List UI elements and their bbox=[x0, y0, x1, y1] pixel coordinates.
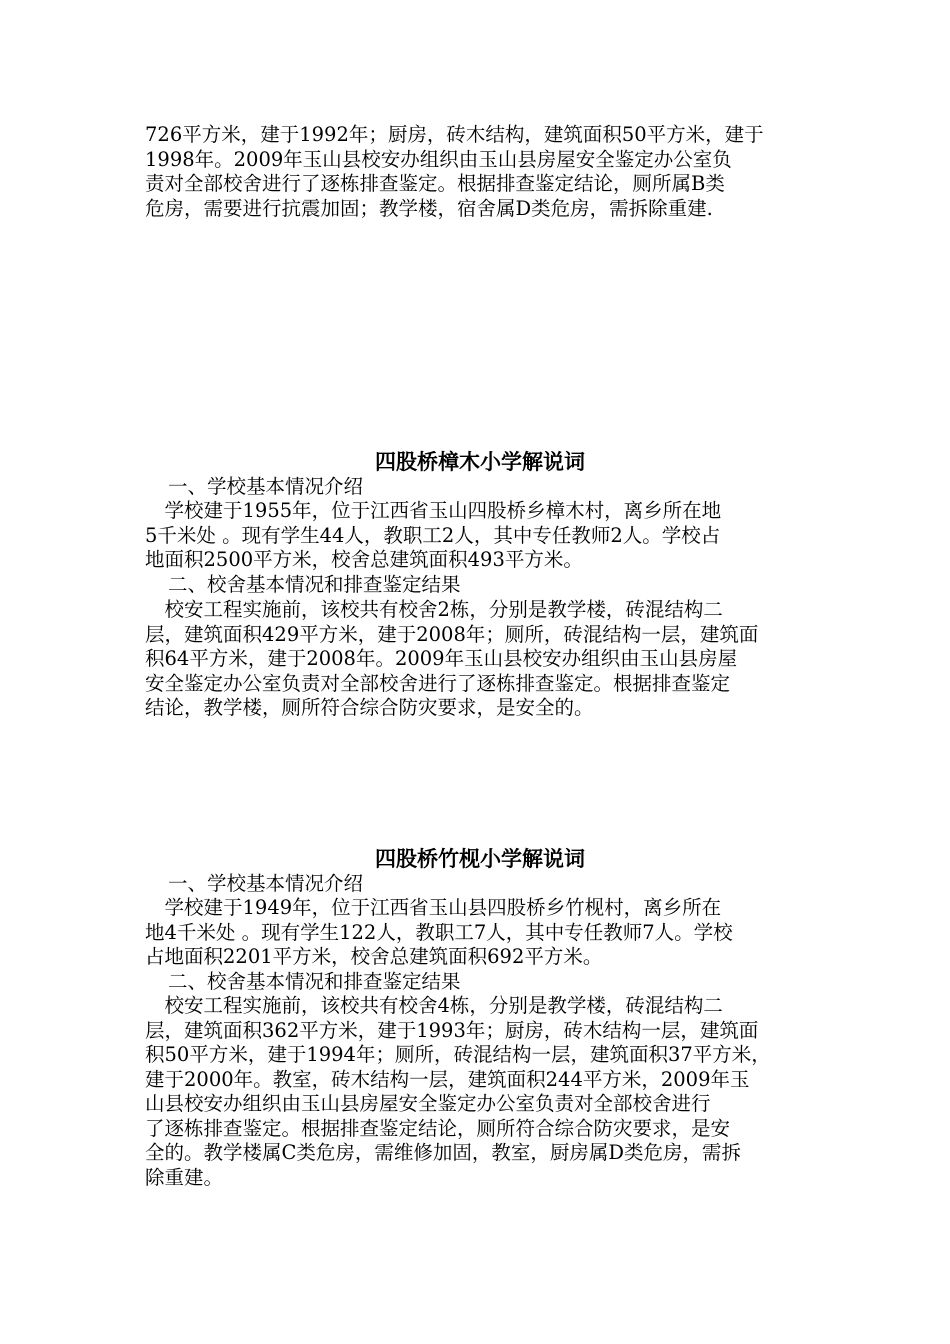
section2-heading2: 二、校舍基本情况和排查鉴定结果 bbox=[168, 970, 461, 993]
section1-paragraph2 bbox=[145, 598, 815, 721]
text-line: 除重建。 bbox=[145, 1165, 224, 1189]
text-line: 学校建于1955年，位于江西省玉山四股桥乡樟木村，离乡所在地 bbox=[145, 499, 722, 522]
section1-heading2: 二、校舍基本情况和排查鉴定结果 bbox=[168, 573, 461, 596]
text-line: 1998年。2009年玉山县校安办组织由玉山县房屋安全鉴定办公室负 bbox=[145, 147, 732, 171]
section0-paragraph bbox=[145, 123, 815, 221]
text-line: 地4千米处 。现有学生122人，教职工7人，其中专任教师7人。学校 bbox=[145, 920, 733, 944]
text-line: 学校建于1949年，位于江西省玉山县四股桥乡竹枧村，离乡所在 bbox=[145, 896, 722, 919]
text-line: 校安工程实施前，该校共有校舍4栋，分别是教学楼，砖混结构二 bbox=[145, 994, 723, 1017]
section1-title: 四股桥樟木小学解说词 bbox=[375, 449, 585, 474]
section2-heading1: 一、学校基本情况介绍 bbox=[168, 872, 364, 895]
section2-paragraph1 bbox=[145, 896, 815, 970]
text-line: 校安工程实施前，该校共有校舍2栋，分别是教学楼，砖混结构二 bbox=[145, 598, 723, 621]
text-line: 山县校安办组织由玉山县房屋安全鉴定办公室负责对全部校舍进行 bbox=[145, 1092, 711, 1115]
text-line: 占地面积2201平方米，校舍总建筑面积692平方米。 bbox=[145, 945, 603, 968]
section2-paragraph2 bbox=[145, 994, 815, 1190]
text-line: 了逐栋排查鉴定。根据排查鉴定结论，厕所符合综合防灾要求，是安 bbox=[145, 1116, 731, 1140]
text-line: 726平方米，建于1992年；厨房，砖木结构，建筑面积50平方米，建于 bbox=[145, 123, 764, 146]
text-line: 层，建筑面积362平方米，建于1993年；厨房，砖木结构一层，建筑面 bbox=[145, 1018, 759, 1042]
text-line: 安全鉴定办公室负责对全部校舍进行了逐栋排查鉴定。根据排查鉴定 bbox=[145, 671, 731, 695]
text-line: 积64平方米，建于2008年。2009年玉山县校安办组织由玉山县房屋 bbox=[145, 647, 738, 670]
text-line: 地面积2500平方米，校舍总建筑面积493平方米。 bbox=[145, 548, 583, 571]
text-line: 危房，需要进行抗震加固；教学楼，宿舍属D类危房，需拆除重建. bbox=[145, 196, 713, 220]
text-line: 全的。教学楼属C类危房，需维修加固，教室，厨房属D类危房，需拆 bbox=[145, 1141, 742, 1164]
section1-paragraph1 bbox=[145, 499, 815, 573]
text-line: 积50平方米，建于1994年；厕所，砖混结构一层，建筑面积37平方米， bbox=[145, 1043, 771, 1066]
text-line: 层，建筑面积429平方米，建于2008年；厕所，砖混结构一层，建筑面 bbox=[145, 622, 759, 646]
section1-heading1: 一、学校基本情况介绍 bbox=[168, 475, 364, 498]
section2-title: 四股桥竹枧小学解说词 bbox=[375, 846, 585, 871]
text-line: 建于2000年。教室，砖木结构一层，建筑面积244平方米，2009年玉 bbox=[145, 1067, 750, 1091]
text-line: 5千米处 。现有学生44人，教职工2人，其中专任教师2人。学校占 bbox=[145, 523, 721, 547]
text-line: 责对全部校舍进行了逐栋排查鉴定。根据排查鉴定结论，厕所属B类 bbox=[145, 172, 725, 195]
text-line: 结论，教学楼，厕所符合综合防灾要求，是安全的。 bbox=[145, 696, 594, 719]
